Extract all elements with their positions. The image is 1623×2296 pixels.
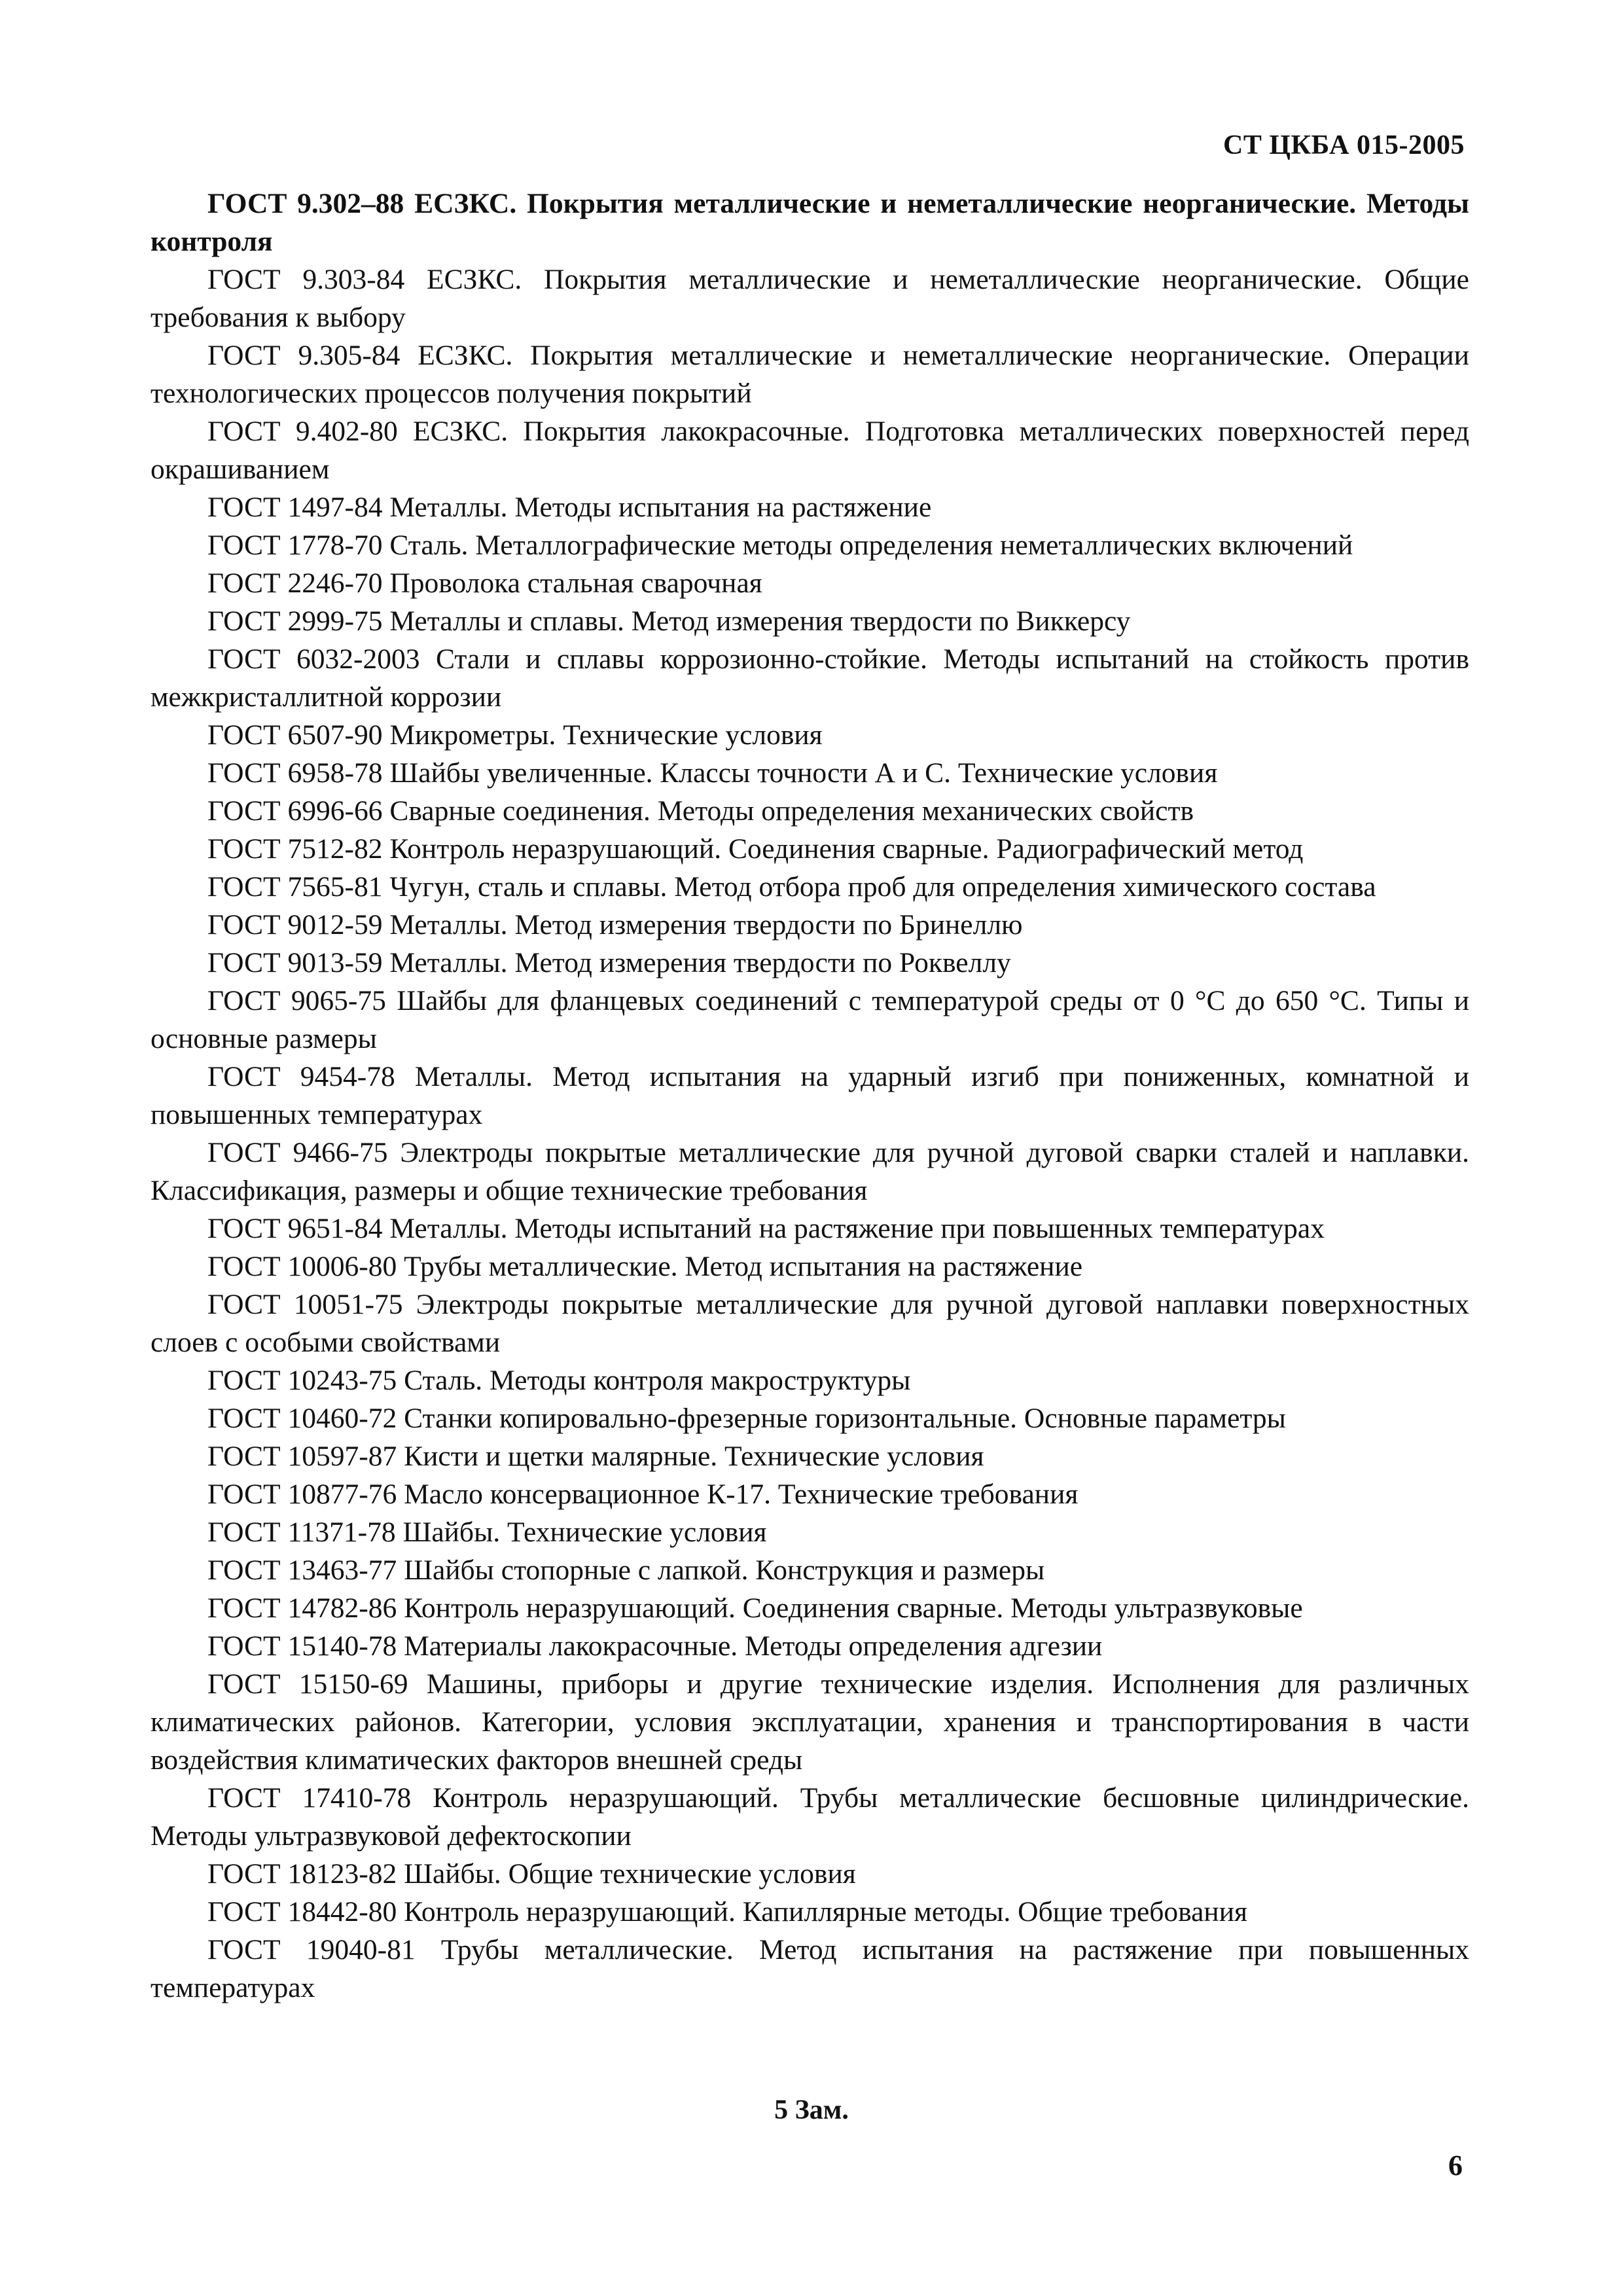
reference-item: ГОСТ 9.402-80 ЕСЗКС. Покрытия лакокрасочные. Подготовка металлических поверхностей перед окрашиванием xyxy=(151,416,1469,485)
reference-item: ГОСТ 17410-78 Контроль неразрушающий. Трубы металлические бесшовные цилиндрические. Методы ультразвуковой дефектоскопии xyxy=(151,1782,1469,1852)
reference-item: ГОСТ 10006-80 Трубы металлические. Метод испытания на растяжение xyxy=(207,1251,1083,1282)
reference-item: ГОСТ 9454-78 Металлы. Метод испытания на ударный изгиб при пониженных, комнатной и повышенных температурах xyxy=(151,1061,1469,1130)
reference-item: ГОСТ 11371-78 Шайбы. Технические условия xyxy=(207,1516,767,1548)
reference-item: ГОСТ 19040-81 Трубы металлические. Метод испытания на растяжение при повышенных температурах xyxy=(151,1934,1469,2003)
reference-item: ГОСТ 15150-69 Машины, приборы и другие технические изделия. Исполнения для различных климатических районов. Категории, условия эксплуатации, хранения и транспортирования в части воздействия климатических факторов внешней среды xyxy=(151,1668,1469,1776)
reference-item: ГОСТ 1778-70 Сталь. Металлографические методы определения неметаллических включений xyxy=(207,529,1353,561)
reference-item: ГОСТ 10460-72 Станки копировально-фрезерные горизонтальные. Основные параметры xyxy=(207,1403,1286,1434)
reference-item: ГОСТ 9013-59 Металлы. Метод измерения твердости по Роквеллу xyxy=(207,947,1011,978)
document-code: СТ ЦКБА 015-2005 xyxy=(1223,130,1465,160)
reference-item: ГОСТ 9466-75 Электроды покрытые металлические для ручной дуговой сварки сталей и наплавки. Классификация, размеры и общие технические требования xyxy=(151,1137,1469,1206)
change-note: 5 Зам. xyxy=(774,2095,849,2125)
reference-item: ГОСТ 18123-82 Шайбы. Общие технические условия xyxy=(207,1858,856,1890)
reference-item: ГОСТ 10597-87 Кисти и щетки малярные. Технические условия xyxy=(207,1441,984,1472)
reference-item: ГОСТ 18442-80 Контроль неразрушающий. Капиллярные методы. Общие требования xyxy=(207,1896,1248,1928)
reference-item: ГОСТ 9.303-84 ЕСЗКС. Покрытия металлические и неметаллические неорганические. Общие требования к выбору xyxy=(151,264,1469,333)
page-number: 6 xyxy=(1448,2149,1463,2181)
reference-item: ГОСТ 6507-90 Микрометры. Технические условия xyxy=(207,719,823,751)
reference-item: ГОСТ 9.305-84 ЕСЗКС. Покрытия металлические и неметаллические неорганические. Операции технологических процессов получения покрытий xyxy=(151,340,1469,409)
reference-item: ГОСТ 1497-84 Металлы. Методы испытания на растяжение xyxy=(207,492,932,523)
reference-item: ГОСТ 7565-81 Чугун, сталь и сплавы. Метод отбора проб для определения химического состава xyxy=(207,871,1376,903)
reference-item: ГОСТ 10243-75 Сталь. Методы контроля макроструктуры xyxy=(207,1365,911,1396)
reference-item: ГОСТ 9651-84 Металлы. Методы испытаний на растяжение при повышенных температурах xyxy=(207,1213,1325,1244)
reference-item: ГОСТ 9.302–88 ЕСЗКС. Покрытия металлические и неметаллические неорганические. Методы контроля xyxy=(151,188,1469,257)
reference-item: ГОСТ 2999-75 Металлы и сплавы. Метод измерения твердости по Виккерсу xyxy=(207,605,1131,637)
reference-item: ГОСТ 9012-59 Металлы. Метод измерения твердости по Бринеллю xyxy=(207,909,1023,941)
reference-item: ГОСТ 6032-2003 Стали и сплавы коррозионно-стойкие. Методы испытаний на стойкость против межкристаллитной коррозии xyxy=(151,643,1469,713)
reference-item: ГОСТ 10051-75 Электроды покрытые металлические для ручной дуговой наплавки поверхностных слоев с особыми свойствами xyxy=(151,1289,1469,1358)
reference-item: ГОСТ 13463-77 Шайбы стопорные с лапкой. Конструкция и размеры xyxy=(207,1554,1045,1586)
reference-item: ГОСТ 6996-66 Сварные соединения. Методы определения механических свойств xyxy=(207,795,1194,827)
reference-item: ГОСТ 2246-70 Проволока стальная сварочная xyxy=(207,567,762,599)
reference-item: ГОСТ 15140-78 Материалы лакокрасочные. Методы определения адгезии xyxy=(207,1630,1103,1662)
reference-item: ГОСТ 6958-78 Шайбы увеличенные. Классы точности А и С. Технические условия xyxy=(207,757,1218,789)
reference-item: ГОСТ 7512-82 Контроль неразрушающий. Соединения сварные. Радиографический метод xyxy=(207,833,1304,865)
reference-item: ГОСТ 10877-76 Масло консервационное К-17. Технические требования xyxy=(207,1479,1079,1510)
normative-references-list xyxy=(151,185,1469,2007)
reference-item: ГОСТ 14782-86 Контроль неразрушающий. Соединения сварные. Методы ультразвуковые xyxy=(207,1592,1303,1624)
reference-item: ГОСТ 9065-75 Шайбы для фланцевых соединений с температурой среды от 0 °С до 650 °С. Типы и основные размеры xyxy=(151,985,1469,1054)
